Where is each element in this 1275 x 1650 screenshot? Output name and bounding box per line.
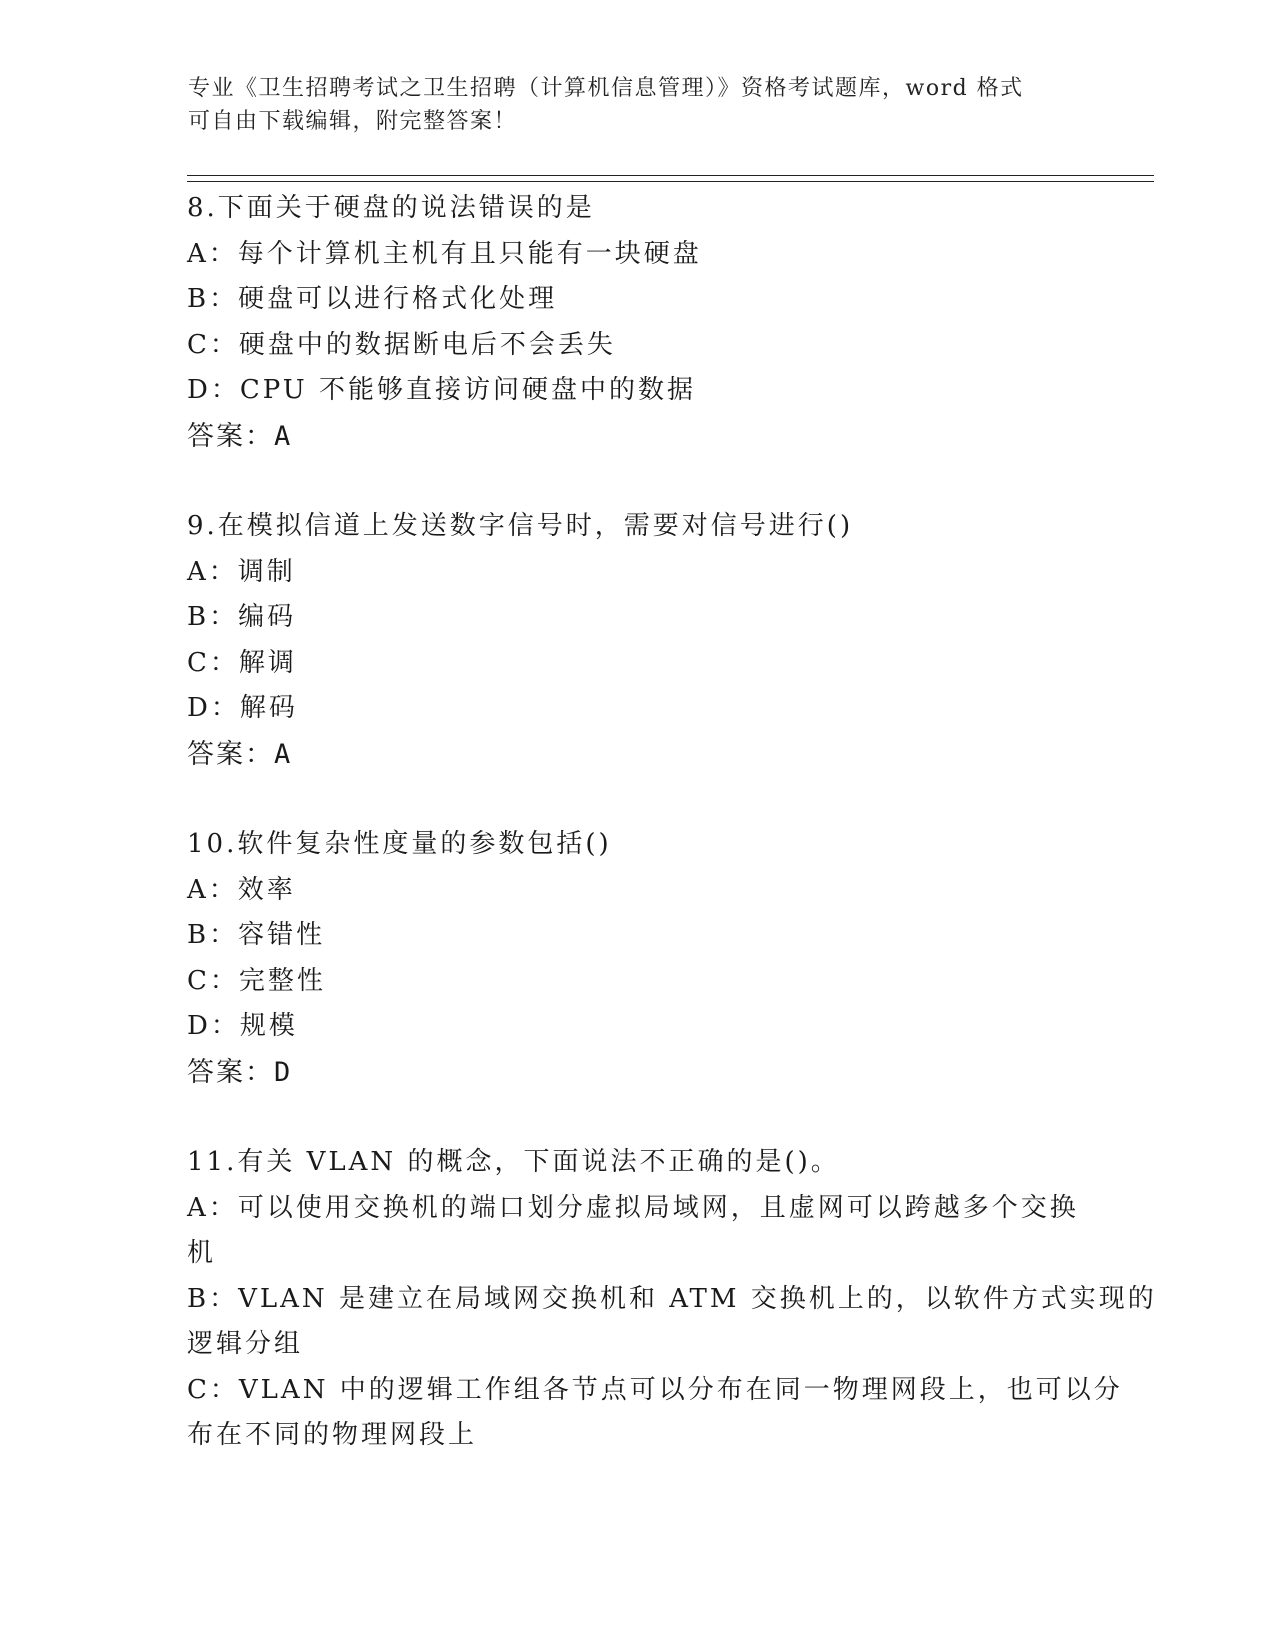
option-c: C：硬盘中的数据断电后不会丢失 bbox=[187, 329, 616, 360]
question-stem: 9.在模拟信道上发送数字信号时，需要对信号进行() bbox=[187, 511, 854, 541]
question-9 bbox=[187, 504, 1087, 777]
option-a-line-1: A：可以使用交换机的端口划分虚拟局域网，且虚网可以跨越多个交换 bbox=[187, 1192, 1079, 1223]
option-d: D：CPU 不能够直接访问硬盘中的数据 bbox=[187, 375, 696, 405]
option-b: B：编码 bbox=[187, 602, 297, 632]
option-b: B：容错性 bbox=[187, 920, 326, 950]
header-line-2: 可自由下载编辑，附完整答案！ bbox=[188, 109, 518, 134]
option-b-line-1: B：VLAN 是建立在局域网交换机和 ATM 交换机上的，以软件方式实现的 bbox=[187, 1283, 1157, 1314]
spacer bbox=[187, 1095, 1087, 1140]
option-a-line-2: 机 bbox=[187, 1238, 217, 1268]
option-c-line-2: 布在不同的物理网段上 bbox=[187, 1420, 478, 1450]
document-header bbox=[188, 72, 1068, 138]
header-divider-top bbox=[187, 175, 1154, 176]
spacer bbox=[187, 777, 1087, 822]
answer-label: 答案：D bbox=[187, 1056, 293, 1088]
option-c: C：完整性 bbox=[187, 965, 326, 996]
question-11 bbox=[187, 1140, 1157, 1459]
answer-label: 答案：A bbox=[187, 420, 293, 452]
header-line-1: 专业《卫生招聘考试之卫生招聘（计算机信息管理）》资格考试题库，word 格式 bbox=[188, 76, 1024, 101]
option-d: D：规模 bbox=[187, 1011, 298, 1041]
option-b: B：硬盘可以进行格式化处理 bbox=[187, 284, 558, 314]
option-c: C：解调 bbox=[187, 647, 297, 678]
option-a: A：调制 bbox=[187, 556, 296, 587]
option-a: A：每个计算机主机有且只能有一块硬盘 bbox=[187, 238, 702, 269]
option-b-line-2: 逻辑分组 bbox=[187, 1329, 304, 1359]
question-stem: 8.下面关于硬盘的说法错误的是 bbox=[187, 193, 595, 223]
spacer bbox=[187, 459, 1087, 504]
option-d: D：解码 bbox=[187, 693, 298, 723]
question-stem: 10.软件复杂性度量的参数包括() bbox=[187, 829, 612, 859]
question-8 bbox=[187, 186, 1087, 459]
option-c-line-1: C：VLAN 中的逻辑工作组各节点可以分布在同一物理网段上，也可以分 bbox=[187, 1374, 1123, 1405]
header-divider-bottom bbox=[187, 181, 1154, 182]
answer-label: 答案：A bbox=[187, 738, 293, 770]
question-10 bbox=[187, 822, 1087, 1095]
question-list bbox=[187, 186, 1157, 1459]
question-stem: 11.有关 VLAN 的概念，下面说法不正确的是()。 bbox=[187, 1147, 840, 1177]
option-a: A：效率 bbox=[187, 874, 296, 905]
